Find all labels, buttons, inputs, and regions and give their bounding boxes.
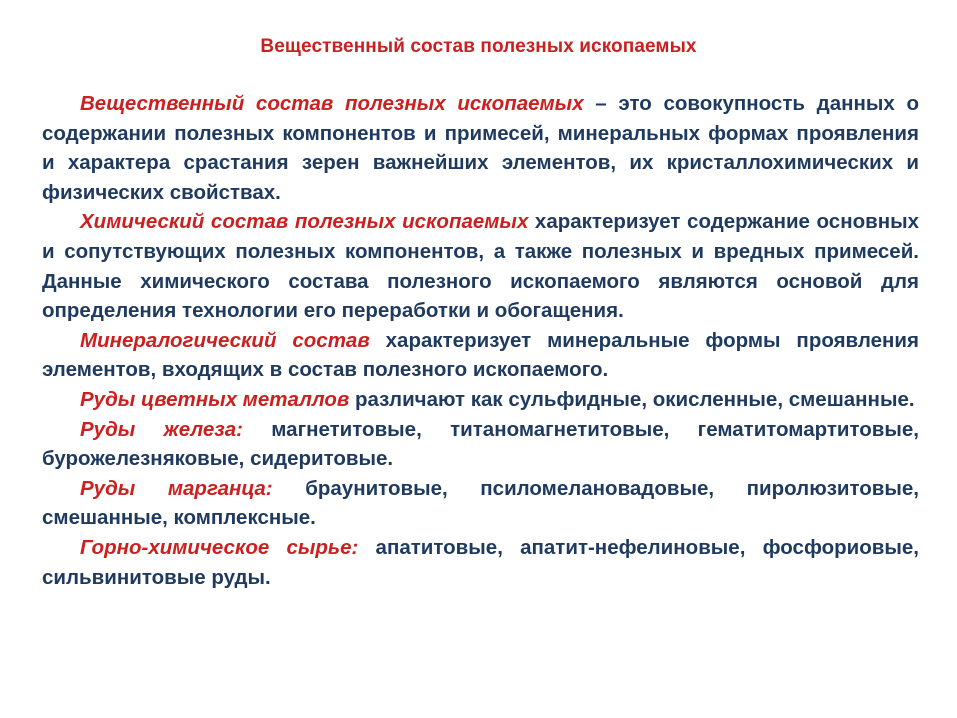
paragraph-iron xyxy=(42,415,919,474)
term-manganese: Руды марганца: xyxy=(80,476,273,500)
term-iron: Руды железа: xyxy=(80,417,243,441)
paragraph-text: магнетитовые, титаномагнетитовые, гематитомартитовые, бурожелезняковые, сидеритовые. xyxy=(42,417,919,471)
paragraph-text: различают как сульфидные, окисленные, смешанные. xyxy=(349,387,915,411)
term-chemical: Химический состав полезных ископаемых xyxy=(80,210,529,234)
paragraph-text: браунитовые, псиломелановадовые, пиролюзитовые, смешанные, комплексные. xyxy=(42,476,919,530)
term-nonferrous: Руды цветных металлов xyxy=(80,387,350,411)
paragraph-chemical xyxy=(42,207,919,325)
paragraph-chemical-raw xyxy=(42,533,919,592)
paragraph-text: апатитовые, апатит-нефелиновые, фосфориовые, сильвинитовые руды. xyxy=(42,535,919,589)
paragraph-nonferrous xyxy=(42,385,919,415)
slide-title: Вещественный состав полезных ископаемых xyxy=(260,36,697,57)
paragraph-definition xyxy=(42,89,919,207)
paragraph-mineralogical xyxy=(42,326,919,385)
paragraph-text: – это совокупность данных о содержании полезных компонентов и примесей, минеральных формах проявления и характера срастания зерен важнейших элементов, их кристаллохимических и физических свойствах. xyxy=(42,92,919,204)
term-definition: Вещественный состав полезных ископаемых xyxy=(80,92,584,115)
term-mineralogical: Минералогический состав xyxy=(80,328,370,352)
paragraph-manganese xyxy=(42,474,919,533)
paragraph-text: характеризует содержание основных и сопутствующих полезных компонентов, а также полезных и вредных примесей. Данные химического состава полезного ископаемого являются основой для определения технологии его переработки и обогащения. xyxy=(42,210,919,323)
slide-body xyxy=(42,89,919,592)
paragraph-text: характеризует минеральные формы проявления элементов, входящих в состав полезного ископаемого. xyxy=(42,328,919,382)
term-chemical-raw: Горно-химическое сырье: xyxy=(80,535,359,559)
